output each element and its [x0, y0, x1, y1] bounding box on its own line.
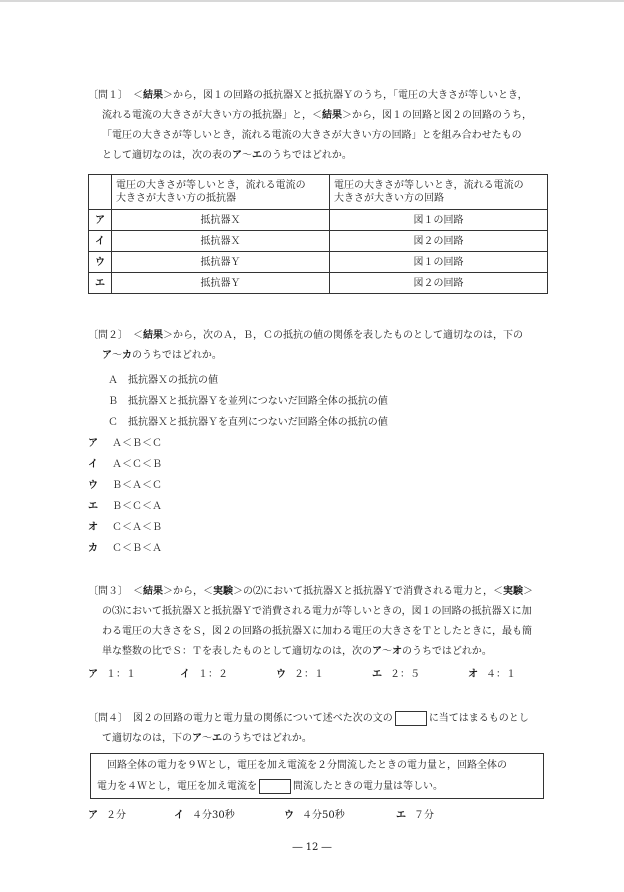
bold-term: 実験 — [503, 586, 523, 597]
text-line: 流れる電流の大きさが大きい方の抵抗器」と，＜結果＞から，図１の回路と図２の回路のうち， — [102, 110, 532, 121]
table-row — [89, 231, 548, 252]
question-2-text — [88, 326, 558, 366]
page-number: ― 12 ― — [292, 842, 332, 853]
table-row — [89, 273, 548, 294]
bold-term: エ — [252, 150, 262, 161]
choice-key: エ — [88, 501, 98, 512]
choice-text: ７分 — [414, 810, 434, 821]
question-1-text — [88, 86, 558, 166]
question-4-line-1 — [88, 709, 558, 729]
item-key: Ｃ — [108, 417, 118, 428]
choice-item — [284, 805, 396, 826]
choice-text: Ａ＜Ｃ＜Ｂ — [112, 459, 162, 470]
choice-key: ア — [88, 810, 98, 821]
row-circuit: 図１の回路 — [330, 252, 548, 273]
choice-range-end: エ — [212, 733, 222, 744]
choice-item — [88, 454, 558, 475]
row-resistor: 抵抗器Ｘ — [112, 231, 330, 252]
choice-row — [88, 664, 558, 685]
choice-item — [88, 496, 558, 517]
row-circuit: 図２の回路 — [330, 231, 548, 252]
choice-text: Ｂ＜Ａ＜Ｃ — [112, 480, 162, 491]
choice-text: ２：５ — [390, 669, 420, 680]
text-line: 「電圧の大きさが等しいとき，流れる電流の大きさが大きい方の回路」とを組み合わせたもの — [102, 130, 522, 141]
question-4-text-a: 図２の回路の電力と電力量の関係について述べた次の文の — [133, 713, 393, 724]
text-line: 単な整数の比でＳ：Ｔを表したものとして適切なのは，次のア～オのうちではどれか。 — [102, 646, 492, 657]
row-key: エ — [89, 273, 112, 294]
row-resistor: 抵抗器Ｙ — [112, 252, 330, 273]
bold-term: カ — [122, 350, 132, 361]
item-text: 抵抗器Ｘと抵抗器Ｙを直列につないだ回路全体の抵抗の値 — [128, 417, 388, 428]
choice-key: イ — [180, 669, 190, 680]
item-key: Ａ — [108, 375, 118, 386]
top-edge-line — [0, 0, 624, 2]
choice-key: ウ — [276, 669, 286, 680]
choice-key: カ — [88, 543, 98, 554]
question-4-text-b: に当てはまるものとし — [428, 713, 529, 724]
choice-item — [468, 664, 516, 685]
bold-term: ア — [232, 150, 242, 161]
item-text: 抵抗器Ｘと抵抗器Ｙを並列につないだ回路全体の抵抗の値 — [128, 396, 388, 407]
choice-text: １：１ — [106, 669, 136, 680]
choice-text: ２分 — [106, 810, 126, 821]
item-key: Ｂ — [108, 396, 118, 407]
choice-key: オ — [468, 669, 478, 680]
header-circuit-line-1: 電圧の大きさが等しいとき，流れる電流の — [334, 180, 524, 191]
row-key: イ — [89, 231, 112, 252]
question-4-text-d: のうちではどれか。 — [222, 733, 312, 744]
bold-term: 結果 — [143, 90, 163, 101]
question-3-text — [88, 582, 558, 662]
choice-key: イ — [174, 810, 184, 821]
list-item — [88, 391, 558, 412]
row-circuit: 図２の回路 — [330, 273, 548, 294]
choice-item — [88, 664, 180, 685]
bold-term: 結果 — [143, 586, 163, 597]
statement-text-a: 電力を４Ｗとし，電圧を加え電流を — [97, 781, 257, 792]
bold-term: ア — [372, 646, 382, 657]
blank-box — [259, 779, 291, 794]
table-row — [89, 210, 548, 231]
question-2 — [88, 326, 558, 559]
question-number: 〔問２〕 — [88, 330, 133, 341]
choice-item — [88, 805, 174, 826]
table-header-resistor — [112, 175, 330, 210]
table-header-circuit — [330, 175, 548, 210]
choice-text: １：２ — [198, 669, 228, 680]
choice-item — [180, 664, 276, 685]
question-3 — [88, 582, 558, 685]
blank-box — [395, 711, 427, 726]
question-4-line-2 — [88, 729, 558, 749]
header-resistor-line-1: 電圧の大きさが等しいとき，流れる電流の — [116, 180, 306, 191]
item-text: 抵抗器Ｘの抵抗の値 — [128, 375, 218, 386]
choice-text: Ｃ＜Ｂ＜Ａ — [112, 543, 162, 554]
choice-text: ４分50秒 — [302, 810, 345, 821]
text-line: わる電圧の大きさをＳ，図２の回路の抵抗器Ｘに加わる電圧の大きさをＴとしたときに，最も簡 — [102, 626, 532, 637]
choice-item — [276, 664, 372, 685]
row-key: ア — [89, 210, 112, 231]
bold-term: ア — [102, 350, 112, 361]
statement-line-2 — [97, 776, 537, 797]
text-line: 〔問１〕 ＜結果＞から，図１の回路の抵抗器Ｘと抵抗器Ｙのうち，「電圧の大きさが等しいとき， — [88, 90, 528, 101]
choice-text: Ａ＜Ｂ＜Ｃ — [112, 438, 162, 449]
statement-text-b: 間流したときの電力量は等しい。 — [293, 781, 443, 792]
question-number: 〔問１〕 — [88, 90, 133, 101]
list-item — [88, 412, 558, 433]
bold-term: 結果 — [322, 110, 342, 121]
choice-text: ２：１ — [294, 669, 324, 680]
row-key: ウ — [89, 252, 112, 273]
row-resistor: 抵抗器Ｙ — [112, 273, 330, 294]
bold-term: オ — [392, 646, 402, 657]
question-4-text — [88, 709, 558, 749]
choice-key: ア — [88, 669, 98, 680]
choice-item — [88, 475, 558, 496]
row-resistor: 抵抗器Ｘ — [112, 210, 330, 231]
choice-key: エ — [372, 669, 382, 680]
choice-key: ウ — [88, 480, 98, 491]
choice-list — [88, 433, 558, 559]
statement-box — [90, 753, 544, 799]
choice-item — [372, 664, 468, 685]
choice-text: Ｃ＜Ａ＜Ｂ — [112, 522, 162, 533]
text-line: 〔問３〕 ＜結果＞から，＜実験＞の⑵において抵抗器Ｘと抵抗器Ｙで消費される電力と，＜実験＞ — [88, 586, 533, 597]
text-line: 〔問２〕 ＜結果＞から，次のＡ，Ｂ，Ｃの抵抗の値の関係を表したものとして適切なのは，下の — [88, 330, 523, 341]
table-corner-cell — [89, 175, 112, 210]
table-header-row — [89, 175, 548, 210]
list-item — [88, 370, 558, 391]
choice-item — [88, 433, 558, 454]
bold-term: 結果 — [143, 330, 163, 341]
choice-key: ウ — [284, 810, 294, 821]
choice-key: エ — [396, 810, 406, 821]
choice-range-dash: ～ — [202, 733, 212, 744]
definition-list — [88, 370, 558, 433]
text-line: として適切なのは，次の表のア～エのうちではどれか。 — [102, 150, 352, 161]
header-circuit-line-2: 大きさが大きい方の回路 — [334, 193, 444, 204]
question-1 — [88, 86, 558, 294]
answer-table — [88, 174, 548, 294]
choice-key: イ — [88, 459, 98, 470]
choice-key: オ — [88, 522, 98, 533]
choice-row — [88, 805, 558, 826]
choice-range-start: ア — [192, 733, 202, 744]
choice-text: Ｂ＜Ｃ＜Ａ — [112, 501, 162, 512]
choice-item — [396, 805, 434, 826]
text-line: ア～カのうちではどれか。 — [102, 350, 222, 361]
text-line: の⑶において抵抗器Ｘと抵抗器Ｙで消費される電力が等しいときの，図１の回路の抵抗器Ｘに加 — [102, 606, 532, 617]
choice-text: ４：１ — [486, 669, 516, 680]
question-number: 〔問４〕 — [88, 713, 123, 724]
table-row — [89, 252, 548, 273]
question-4-text-c: て適切なのは，下の — [102, 733, 192, 744]
bold-term: 実験 — [213, 586, 233, 597]
choice-item — [174, 805, 284, 826]
header-resistor-line-2: 大きさが大きい方の抵抗器 — [116, 193, 236, 204]
choice-text: ４分30秒 — [192, 810, 235, 821]
choice-item — [88, 517, 558, 538]
choice-key: ア — [88, 438, 98, 449]
question-4 — [88, 709, 558, 826]
statement-line-1: 回路全体の電力を９Ｗとし，電圧を加え電流を２分間流したときの電力量と，回路全体の — [107, 760, 507, 771]
question-number: 〔問３〕 — [88, 586, 133, 597]
choice-item — [88, 538, 558, 559]
row-circuit: 図１の回路 — [330, 210, 548, 231]
